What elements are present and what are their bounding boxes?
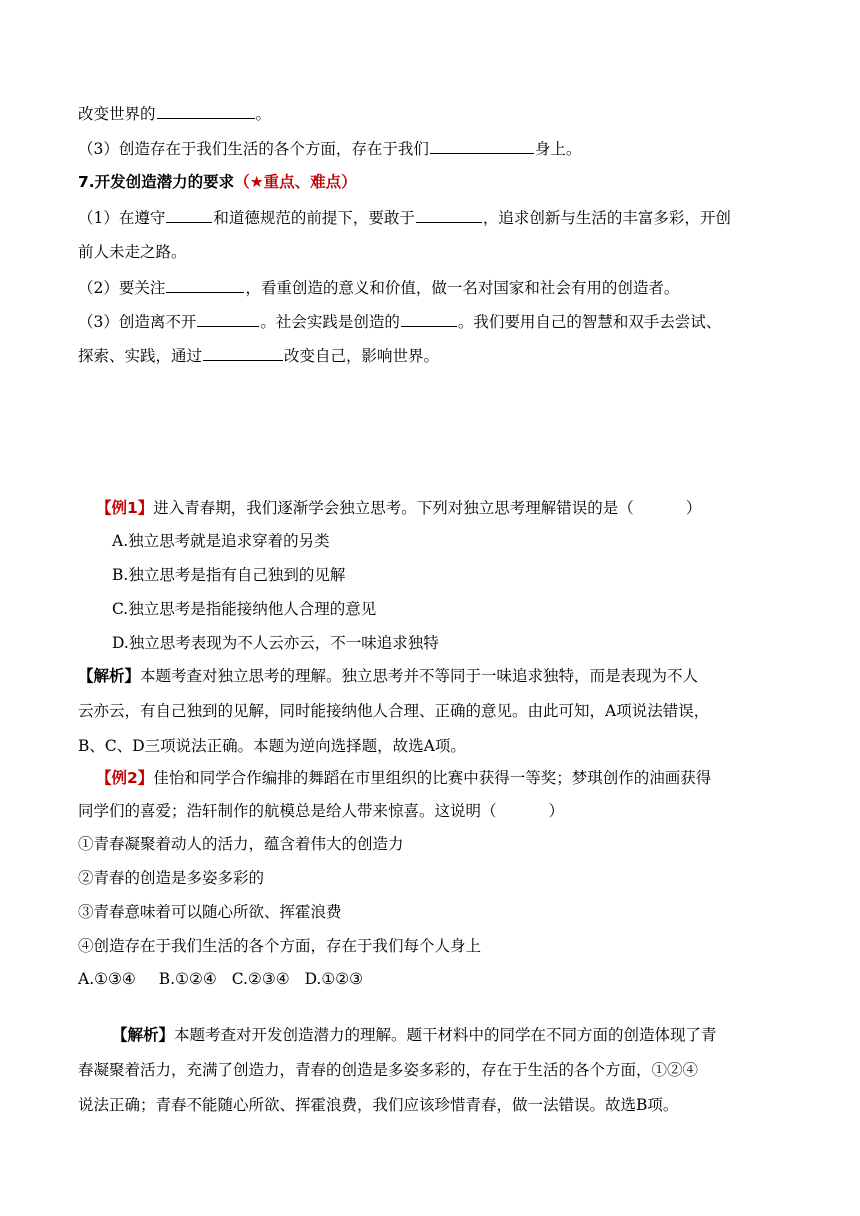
example2-analysis-line3	[78, 1094, 678, 1116]
question-text: 佳怡和同学合作编排的舞蹈在市里组织的比赛中获得一等奖；梦琪创作的油画获得	[153, 769, 712, 787]
statement-text: ③青春意味着可以随心所欲、挥霍浪费	[78, 903, 342, 921]
heading-text: 7.开发创造潜力的要求	[78, 173, 235, 191]
analysis-text: 云亦云，有自己独到的见解，同时能接纳他人合理、正确的意见。由此可知，A项说法错误，	[78, 702, 710, 720]
section7-item3-line1	[78, 310, 721, 333]
text: 身上。	[534, 140, 582, 158]
example2-analysis-line2	[78, 1059, 698, 1081]
text: （3）创造离不开	[78, 313, 197, 331]
text: （3）创造存在于我们生活的各个方面，存在于我们	[78, 140, 429, 158]
example2-statement-3	[78, 901, 342, 923]
text: 改变世界的	[78, 105, 156, 123]
section6-continuation	[78, 102, 271, 125]
text: 。社会实践是创造的	[260, 313, 400, 331]
example1-option-c	[112, 598, 376, 620]
example1-analysis-line2	[78, 700, 709, 722]
text: 。	[255, 105, 272, 123]
text: ，看重创造的意义和价值，做一名对国家和社会有用的创造者。	[245, 279, 680, 297]
choice-d[interactable]: D.①②③	[304, 970, 364, 988]
example-tag: 【例1】	[96, 499, 154, 517]
example2-statement-1	[78, 833, 404, 855]
statement-text: ②青春的创造是多姿多彩的	[78, 869, 265, 887]
example1-option-b	[112, 564, 345, 586]
choice-c[interactable]: C.②③④	[231, 970, 290, 988]
question-text: 进入青春期，我们逐渐学会独立思考。下列对独立思考理解错误的是（	[153, 499, 634, 517]
example1-analysis-line1	[78, 665, 698, 687]
example2-analysis-line1	[112, 1024, 717, 1046]
analysis-text: B、C、D三项说法正确。本题为逆向选择题，故选A项。	[78, 737, 466, 755]
text: （2）要关注	[78, 279, 166, 297]
example2-statement-2	[78, 867, 264, 889]
analysis-text: 说法正确；青春不能随心所欲、挥霍浪费，我们应该珍惜青春，做一法错误。故选B项。	[78, 1096, 679, 1114]
fill-blank[interactable]	[401, 310, 457, 327]
analysis-text: 本题考查对开发创造潜力的理解。题干材料中的同学在不同方面的创造体现了青	[174, 1026, 717, 1044]
example1-option-d	[112, 632, 439, 654]
analysis-text: 春凝聚着活力，充满了创造力，青春的创造是多姿多彩的，存在于生活的各个方面，①②④	[78, 1061, 699, 1079]
example1-question	[96, 497, 701, 519]
statement-text: ①青春凝聚着动人的活力，蕴含着伟大的创造力	[78, 835, 404, 853]
text: 和道德规范的前提下，要敢于	[213, 209, 415, 227]
text: ）	[548, 802, 565, 820]
fill-blank[interactable]	[197, 310, 259, 327]
choice-b[interactable]: B.①②④	[158, 970, 217, 988]
section7-item1-line2	[78, 241, 187, 263]
fill-blank[interactable]	[166, 276, 244, 293]
example2-choices	[78, 968, 363, 990]
fill-blank[interactable]	[430, 137, 534, 154]
section7-item2	[78, 276, 679, 299]
example2-question-line2	[78, 800, 564, 822]
example1-option-a	[112, 530, 330, 552]
section7-item1-line1	[78, 206, 731, 229]
text: 。我们要用自己的智慧和双手去尝试、	[457, 313, 722, 331]
fill-blank[interactable]	[416, 206, 482, 223]
text: 前人未走之路。	[78, 243, 187, 261]
example1-analysis-line3	[78, 735, 466, 757]
fill-blank[interactable]	[203, 344, 283, 361]
question-text: 同学们的喜爱；浩轩制作的航模总是给人带来惊喜。这说明（	[78, 802, 497, 820]
option-text: A.独立思考就是追求穿着的另类	[112, 532, 330, 550]
option-text: C.独立思考是指能接纳他人合理的意见	[112, 600, 377, 618]
analysis-text: 本题考查对独立思考的理解。独立思考并不等同于一味追求独特，而是表现为不人	[140, 667, 699, 685]
fill-blank[interactable]	[157, 102, 255, 119]
example2-question-line1	[96, 767, 711, 789]
text: 改变自己，影响世界。	[284, 347, 440, 365]
example2-statement-4	[78, 935, 481, 957]
key-point-tag: （★重点、难点）	[234, 173, 357, 191]
statement-text: ④创造存在于我们生活的各个方面，存在于我们每个人身上	[78, 937, 482, 955]
section7-heading	[78, 171, 357, 193]
option-text: B.独立思考是指有自己独到的见解	[112, 566, 346, 584]
fill-blank[interactable]	[166, 206, 212, 223]
text: （1）在遵守	[78, 209, 166, 227]
analysis-tag: 【解析】	[78, 667, 141, 685]
choice-a[interactable]: A.①③④	[78, 970, 136, 988]
analysis-tag: 【解析】	[112, 1026, 175, 1044]
text: ）	[685, 499, 702, 517]
option-text: D.独立思考表现为不人云亦云，不一味追求独特	[112, 634, 439, 652]
text: 探索、实践，通过	[78, 347, 203, 365]
section7-item3-line2	[78, 344, 439, 367]
example-tag: 【例2】	[96, 769, 154, 787]
section6-item3	[78, 137, 581, 160]
text: ，追求创新与生活的丰富多彩，开创	[482, 209, 731, 227]
